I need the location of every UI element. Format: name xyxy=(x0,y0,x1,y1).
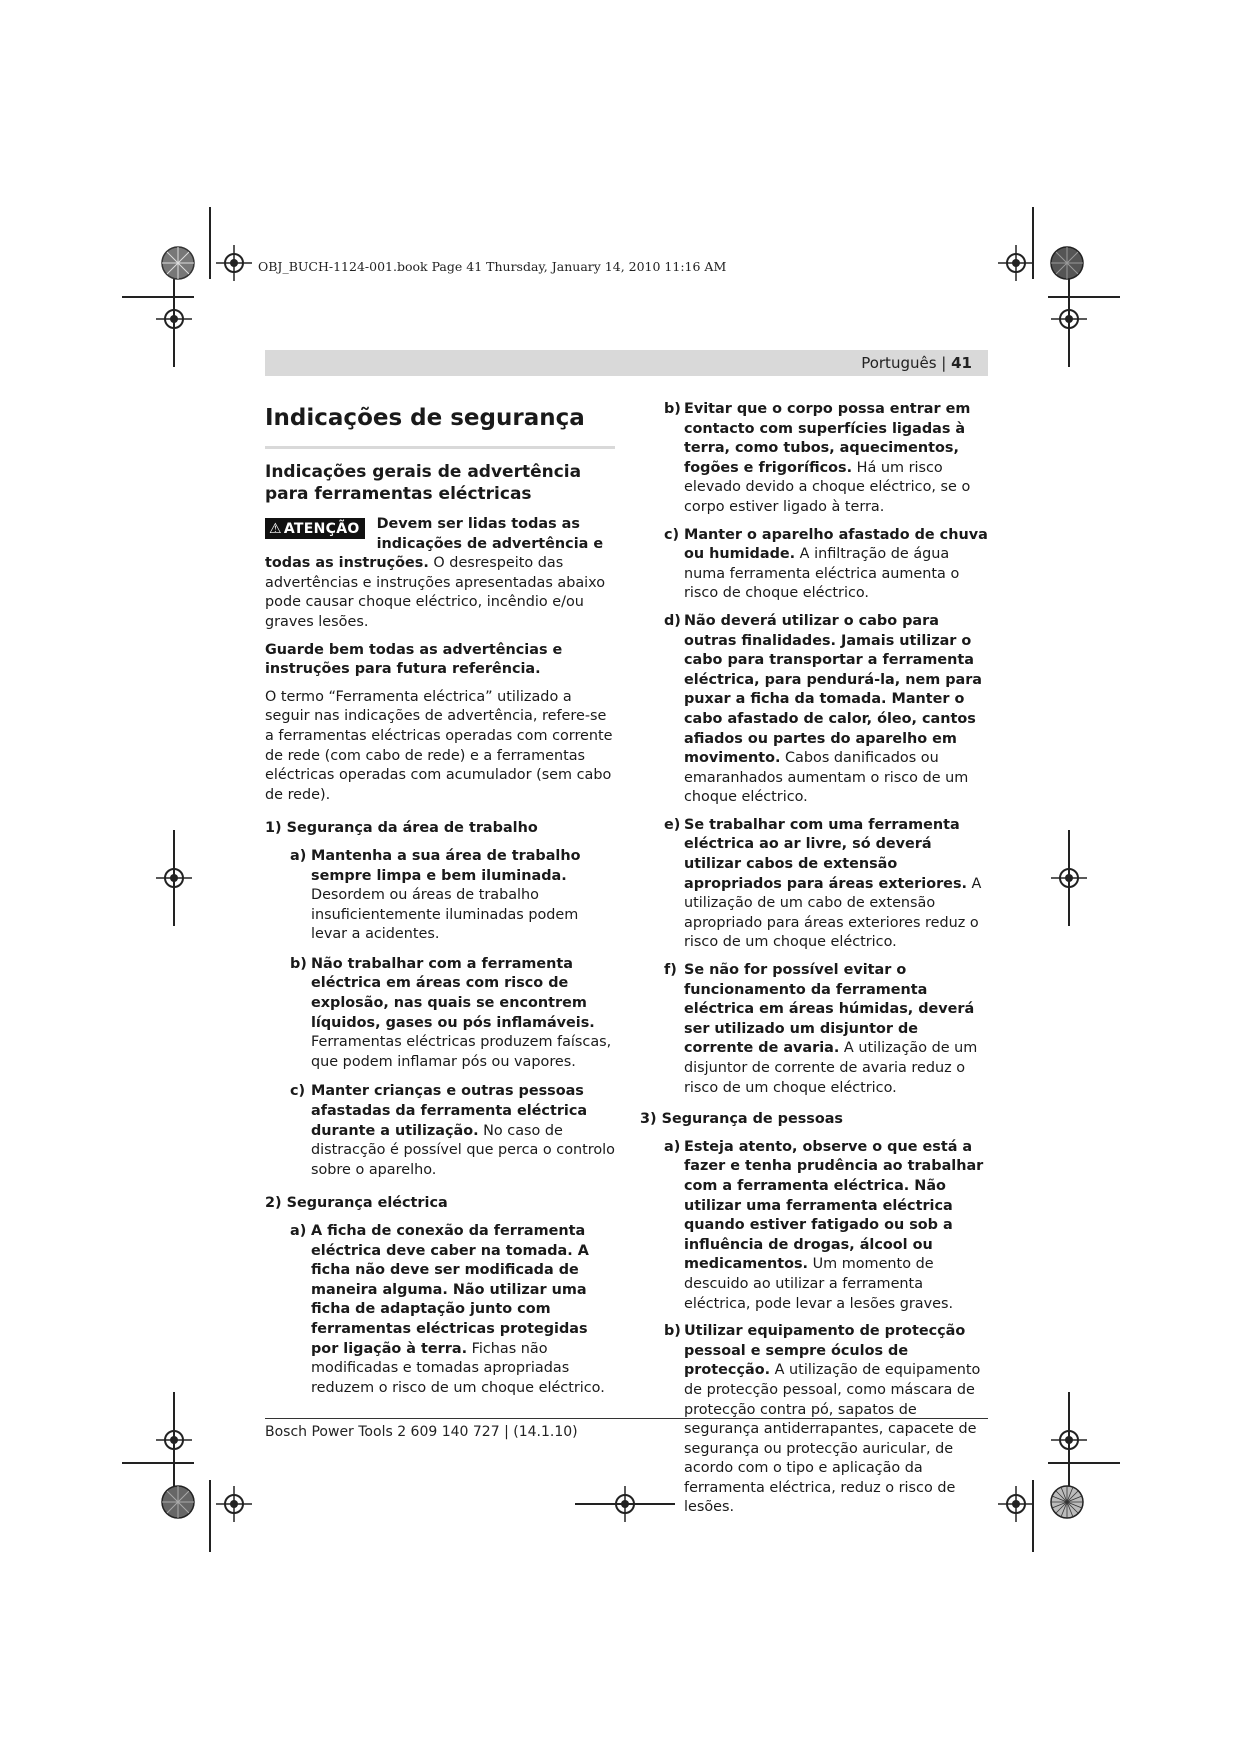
page-footer: Bosch Power Tools 2 609 140 727 | (14.1.10) xyxy=(265,1424,578,1440)
list-item xyxy=(265,847,615,945)
item-label: c) xyxy=(290,1083,306,1100)
item-text: A infiltração de água numa ferramenta eléctrica aumenta o risco de choque eléctrico. xyxy=(684,546,960,602)
warning-bold-text: Devem ser lidas todas as indicações de advertência e todas as instruções. xyxy=(265,516,604,572)
item-text: No caso de distracção é possível que perca o controlo sobre o aparelho. xyxy=(311,1122,615,1178)
right-column xyxy=(640,400,988,1526)
item-label: e) xyxy=(664,816,681,833)
item-bold-text: Utilizar equipamento de protecção pessoal e sempre óculos de protecção. xyxy=(684,1323,966,1379)
item-text: Fichas não modificadas e tomadas apropriadas reduzem o risco de um choque eléctrico. xyxy=(311,1340,605,1396)
section-heading: 3) Segurança de pessoas xyxy=(640,1111,844,1128)
item-label: a) xyxy=(290,847,307,864)
page-title: Indicações de segurança xyxy=(265,405,585,431)
list-item xyxy=(640,816,988,953)
item-bold-text: Mantenha a sua área de trabalho sempre limpa e bem iluminada. xyxy=(311,847,581,884)
warning-triangle-icon: ⚠ xyxy=(269,521,282,537)
warning-badge-label: ATENÇÃO xyxy=(283,521,360,537)
item-text: Ferramentas eléctricas produzem faíscas, que podem inflamar pós ou vapores. xyxy=(311,1034,612,1070)
warning-text: O desrespeito das advertências e instruções apresentadas abaixo pode causar choque eléctrico, incêndio e/ou graves lesões. xyxy=(265,555,606,630)
header-language: Português xyxy=(861,354,937,372)
section-subtitle: Indicações gerais de advertência para ferramentas eléctricas xyxy=(265,462,582,504)
title-divider xyxy=(265,446,615,449)
registration-mark-icon xyxy=(156,301,192,337)
item-label: b) xyxy=(664,1323,681,1340)
page-header xyxy=(265,350,988,376)
list-item xyxy=(265,1082,615,1180)
registration-mark-icon xyxy=(998,1486,1034,1522)
item-bold-text: Esteja atento, observe o que está a fazer e tenha prudência ao trabalhar com a ferramenta eléctrica. Não utilizar uma ferramenta eléctrica quando estiver fatigado ou sob a influência de drogas, álcool ou medicamentos. xyxy=(684,1138,984,1273)
term-paragraph: O termo “Ferramenta eléctrica” utilizado a seguir nas indicações de advertência, refere-se a ferramentas eléctricas operadas com corrente de rede (com cabo de rede) e a ferramentas eléctricas operadas com acumulador (sem cabo de rede). xyxy=(265,688,613,803)
list-item xyxy=(640,612,988,808)
registration-mark-icon xyxy=(156,860,192,896)
list-item xyxy=(640,1322,988,1518)
item-bold-text: Não trabalhar com a ferramenta eléctrica em áreas com risco de explosão, nas quais se encontrem líquidos, gases ou pós inflamáveis. xyxy=(311,955,595,1031)
keep-instructions-text: Guarde bem todas as advertências e instruções para futura referência. xyxy=(265,641,563,678)
registration-mark-icon xyxy=(998,245,1034,281)
item-label: b) xyxy=(664,401,681,417)
item-text: Um momento de descuido ao utilizar a ferramenta eléctrica, pode levar a lesões graves. xyxy=(684,1256,954,1312)
list-item xyxy=(640,526,988,604)
item-text: Cabos danificados ou emaranhados aumentam o risco de um choque eléctrico. xyxy=(684,750,969,806)
color-target-icon xyxy=(1049,245,1085,281)
registration-mark-icon xyxy=(1051,301,1087,337)
keep-instructions xyxy=(265,641,615,680)
registration-mark-icon xyxy=(216,1486,252,1522)
item-text: A utilização de um cabo de extensão apropriado para áreas exteriores reduz o risco de um choque eléctrico. xyxy=(684,875,982,951)
item-bold-text: Manter crianças e outras pessoas afastadas da ferramenta eléctrica durante a utilização. xyxy=(311,1083,588,1139)
item-text: Há um risco elevado devido a choque eléctrico, se o corpo estiver ligado à terra. xyxy=(684,459,971,515)
page-number: 41 xyxy=(951,354,972,372)
footer-divider xyxy=(265,1418,988,1419)
list-item xyxy=(640,1138,988,1314)
item-label: d) xyxy=(664,612,681,629)
item-label: a) xyxy=(664,1138,681,1155)
item-bold-text: Se não for possível evitar o funcionamento da ferramenta eléctrica em áreas húmidas, deverá ser utilizado um disjuntor de corrente de avaria. xyxy=(684,962,975,1057)
color-target-icon xyxy=(1049,1484,1085,1520)
book-info: OBJ_BUCH-1124-001.book Page 41 Thursday, January 14, 2010 11:16 AM xyxy=(258,259,727,274)
item-text: A utilização de um disjuntor de corrente de avaria reduz o risco de um choque eléctrico. xyxy=(684,1040,978,1096)
registration-mark-icon xyxy=(1051,860,1087,896)
color-target-icon xyxy=(160,1484,196,1520)
section-heading: 2) Segurança eléctrica xyxy=(265,1195,448,1212)
list-item xyxy=(265,955,615,1073)
left-column xyxy=(265,400,615,1408)
item-bold-text: A ficha de conexão da ferramenta eléctrica deve caber na tomada. A ficha não deve ser modificada de maneira alguma. Não utilizar uma ficha de adaptação junto com ferramentas eléctricas protegidas por ligação à terra. xyxy=(311,1223,589,1357)
header-text xyxy=(861,354,972,372)
item-label: c) xyxy=(664,526,680,543)
item-label: f) xyxy=(664,962,677,979)
registration-mark-icon xyxy=(216,245,252,281)
warning-badge xyxy=(265,518,365,539)
item-bold-text: Manter o aparelho afastado de chuva ou humidade. xyxy=(684,526,988,563)
item-text: A utilização de equipamento de protecção pessoal, como máscara de protecção contra pó, sapatos de segurança antiderrapantes, capacete de segurança ou protecção auricular, de acordo com o tipo e aplicação da ferramenta eléctrica, reduz o risco de lesões. xyxy=(684,1362,981,1516)
list-item xyxy=(640,400,988,518)
section-heading: 1) Segurança da área de trabalho xyxy=(265,820,538,837)
item-bold-text: Não deverá utilizar o cabo para outras finalidades. Jamais utilizar o cabo para transportar a ferramenta eléctrica, para pendurá-la, nem para puxar a ficha da tomada. Manter o cabo afastado de calor, óleo, cantos afiados ou partes do aparelho em movimento. xyxy=(684,612,983,767)
registration-mark-icon xyxy=(1051,1422,1087,1458)
warning-paragraph xyxy=(265,515,615,633)
item-bold-text: Evitar que o corpo possa entrar em contacto com superfícies ligadas à terra, como tubos, aquecimentos, fogões e frigoríficos. xyxy=(684,401,971,476)
list-item xyxy=(640,961,988,1098)
color-target-icon xyxy=(160,245,196,281)
item-bold-text: Se trabalhar com uma ferramenta eléctrica ao ar livre, só deverá utilizar cabos de extensão apropriados para áreas exteriores. xyxy=(684,816,967,892)
item-label: a) xyxy=(290,1223,307,1239)
list-item xyxy=(265,1222,615,1398)
registration-mark-icon xyxy=(156,1422,192,1458)
item-label: b) xyxy=(290,955,307,972)
item-text: Desordem ou áreas de trabalho insuficientemente iluminadas podem levar a acidentes. xyxy=(311,887,579,943)
header-separator: | xyxy=(936,354,952,372)
